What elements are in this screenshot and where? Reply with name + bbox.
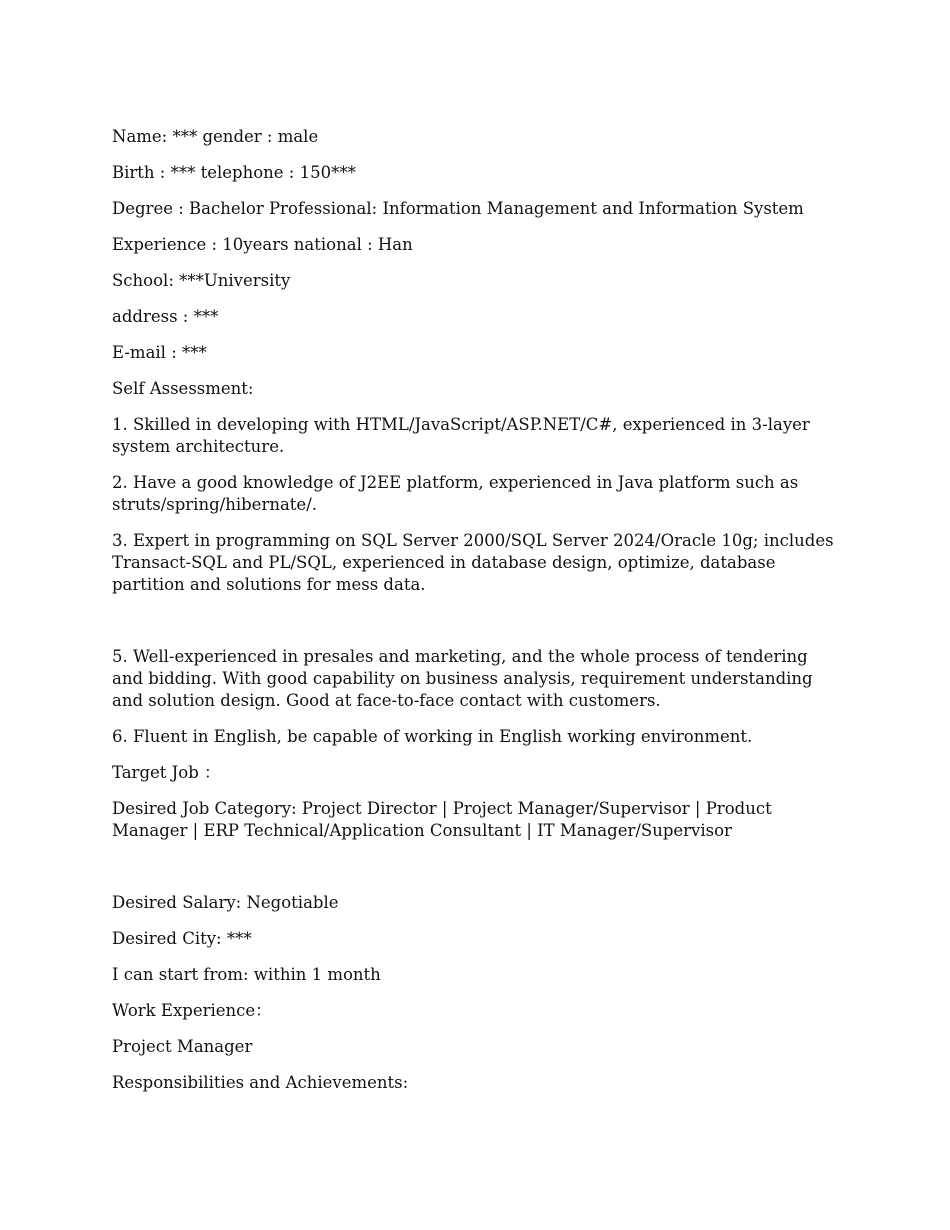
assessment-item-3: 3. Expert in programming on SQL Server 2000/SQL Server 2024/Oracle 10g; includes Transact-SQL and PL/SQL, experienced in database design, optimize, database partition and solutions for mess data. (112, 531, 834, 594)
job-title: Project Manager (112, 1037, 253, 1056)
blank-space (112, 856, 838, 892)
start-availability: I can start from: within 1 month (112, 965, 381, 984)
address-line: address : *** (112, 307, 219, 326)
email-line: E-mail : *** (112, 343, 207, 362)
assessment-item-5: 5. Well-experienced in presales and marketing, and the whole process of tendering and bidding. With good capability on business analysis, requirement understanding and solution design. Good at face-to-face contact with customers. (112, 647, 813, 710)
desired-salary: Desired Salary: Negotiable (112, 893, 339, 912)
birth-telephone-line: Birth : *** telephone : 150*** (112, 163, 356, 182)
responsibilities-heading: Responsibilities and Achievements: (112, 1073, 409, 1092)
experience-line: Experience : 10years national : Han (112, 235, 413, 254)
self-assessment-heading: Self Assessment: (112, 379, 254, 398)
desired-job-category: Desired Job Category: Project Director | Project Manager/Supervisor | Product Manager | ERP Technical/Application Consultant | IT Manager/Supervisor (112, 799, 772, 840)
desired-city: Desired City: *** (112, 929, 252, 948)
assessment-item-1: 1. Skilled in developing with HTML/JavaScript/ASP.NET/C#, experienced in 3-layer system architecture. (112, 415, 810, 456)
blank-space (112, 610, 838, 646)
assessment-item-2: 2. Have a good knowledge of J2EE platform, experienced in Java platform such as struts/spring/hibernate/. (112, 473, 799, 514)
document-body (112, 126, 838, 1108)
school-line: School: ***University (112, 271, 291, 290)
assessment-item-6: 6. Fluent in English, be capable of working in English working environment. (112, 727, 753, 746)
work-experience-heading: Work Experience： (112, 1001, 272, 1020)
degree-line: Degree : Bachelor Professional: Information Management and Information System (112, 199, 804, 218)
name-gender-line: Name: *** gender : male (112, 127, 319, 146)
target-job-heading: Target Job ： (112, 763, 221, 782)
